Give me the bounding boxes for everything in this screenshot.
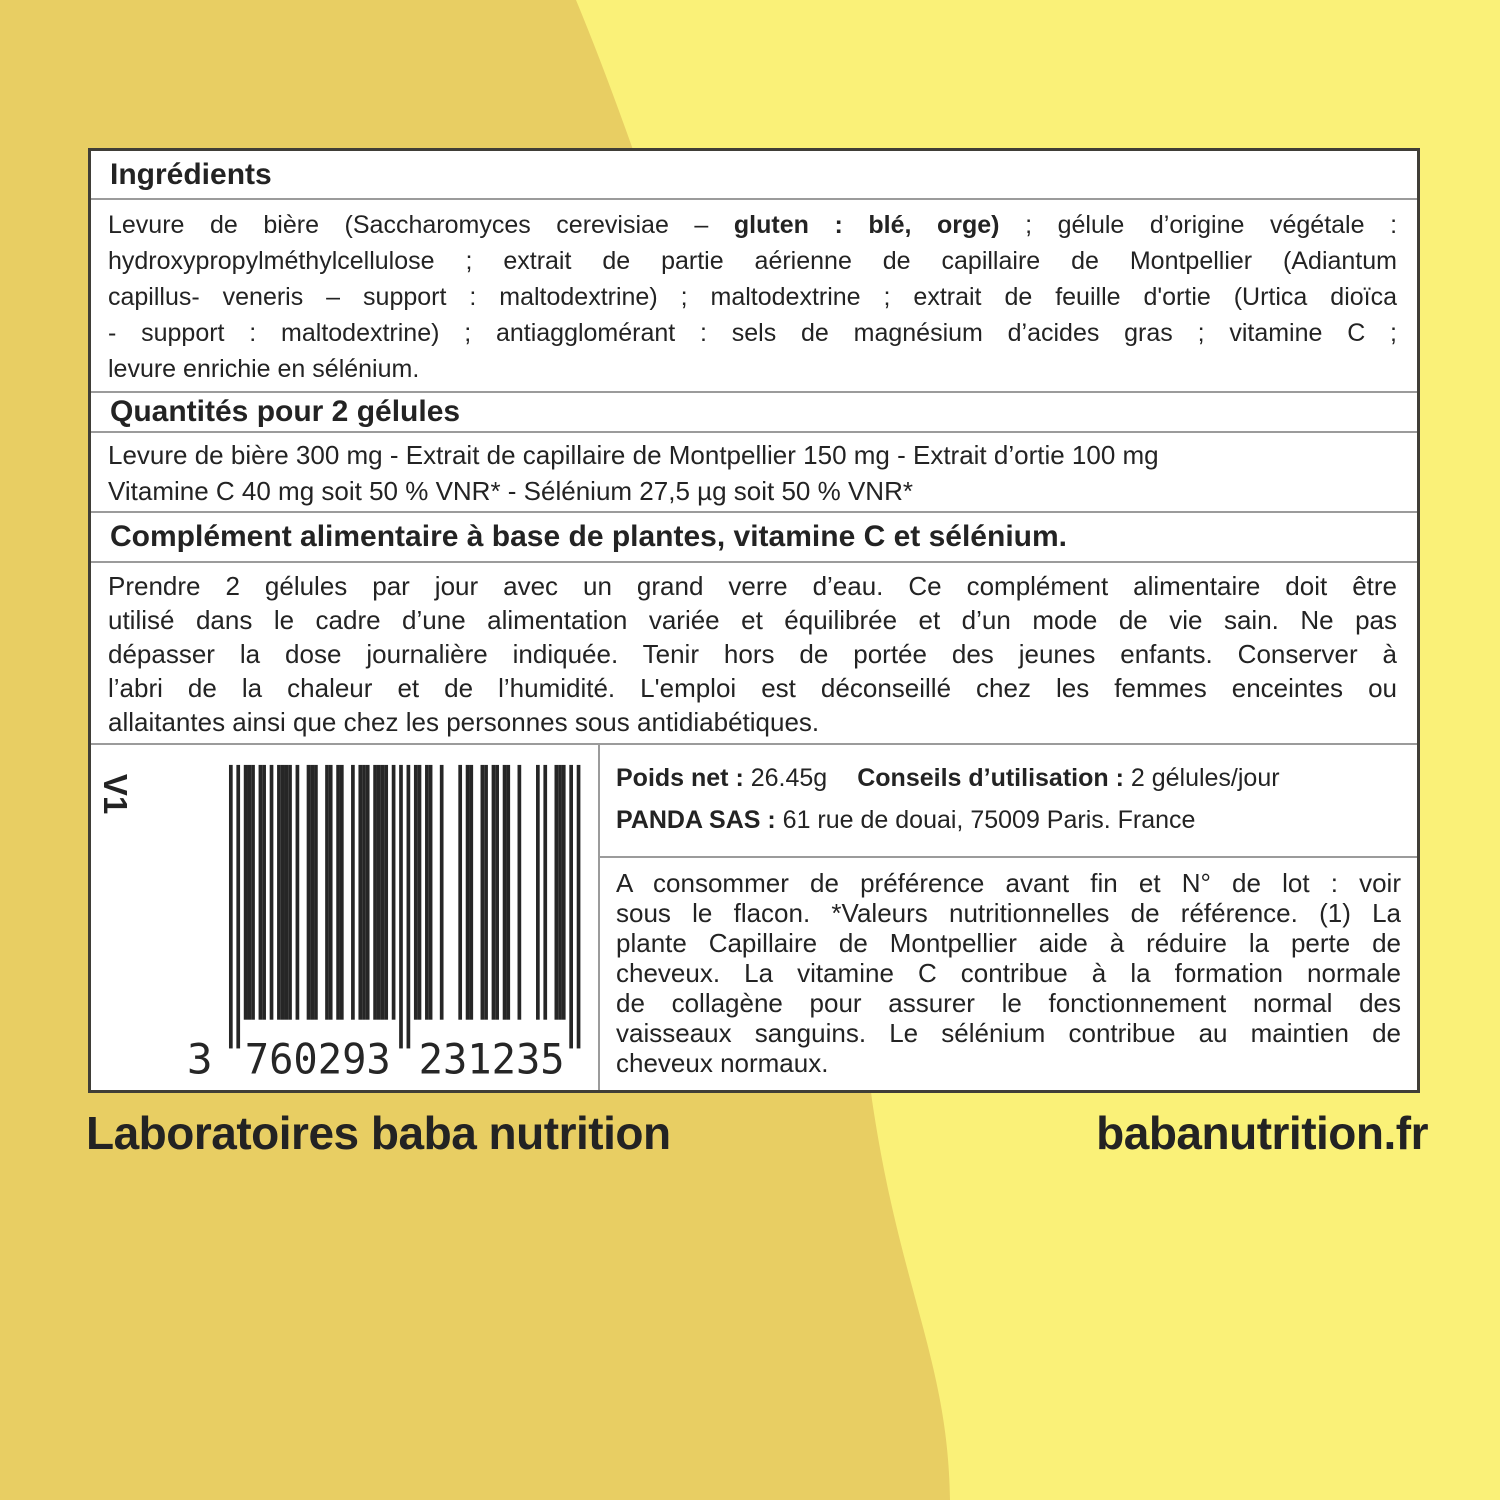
- version-label: V1: [97, 773, 134, 815]
- text-line: plante Capillaire de Montpellier aide à réduire la perte de: [616, 928, 1401, 958]
- barcode-cell: [91, 745, 600, 1090]
- text-line: levure enrichie en sélénium.: [108, 355, 420, 383]
- text-line: allaitantes ainsi que chez les personnes sous antidiabétiques.: [108, 707, 820, 737]
- svg-text:760293: 760293: [244, 1035, 391, 1081]
- text-line: A consommer de préférence avant fin et N° de lot : voir: [616, 868, 1401, 898]
- net-weight-value: 26.45g: [743, 764, 828, 792]
- net-weight-line: [616, 757, 1403, 799]
- ingredients-remaining-lines: [108, 243, 1397, 387]
- brand-name: Laboratoires baba nutrition: [86, 1107, 671, 1159]
- text-line: Prendre 2 gélules par jour avec un grand verre d’eau. Ce complément alimentaire doit être: [108, 571, 1397, 601]
- text-line: sous le flacon. *Valeurs nutritionnelles de référence. (1) La: [616, 898, 1401, 928]
- supplement-title: Complément alimentaire à base de plantes, vitamine C et sélénium.: [91, 513, 1417, 563]
- ingredients-paragraph: [91, 200, 1417, 393]
- svg-text:3: 3: [186, 1035, 213, 1081]
- text-line: - support : maltodextrine) ; antiagglomérant : sels de magnésium d’acides gras ; vitamine C ;: [108, 319, 1397, 347]
- company-address: 61 rue de douai, 75009 Paris. France: [775, 806, 1196, 834]
- ingredients-first-line: [108, 207, 1397, 243]
- ingredients-line1-pre: Levure de bière (Saccharomyces cerevisiae –: [108, 211, 734, 239]
- usage-paragraph: [91, 563, 1417, 745]
- company-line: [616, 799, 1403, 841]
- text-line: capillus- veneris – support : maltodextrine) ; maltodextrine ; extrait de feuille d'ortie (Urtica dioïca: [108, 283, 1397, 311]
- info-cell: [600, 745, 1417, 1090]
- allergen-bold-text: gluten : blé, orge): [733, 211, 1000, 239]
- svg-text:231235: 231235: [418, 1035, 565, 1081]
- text-line: hydroxypropylméthylcellulose ; extrait de partie aérienne de capillaire de Montpellier (Adiantum: [108, 247, 1397, 275]
- website-url: babanutrition.fr: [1096, 1107, 1428, 1159]
- text-line: dépasser la dose journalière indiquée. Tenir hors de portée des jeunes enfants. Conserver à: [108, 639, 1397, 669]
- ingredients-line1-post: ; gélule d’origine végétale :: [999, 211, 1398, 239]
- bottom-section: [91, 745, 1417, 1090]
- notes-paragraph: [600, 858, 1417, 1078]
- ingredients-title: Ingrédients: [91, 151, 1417, 200]
- usage-advice-value: 2 gélules/jour: [1123, 764, 1280, 792]
- text-line: utilisé dans le cadre d’une alimentation variée et équilibrée et d’un mode de vie sain. Ne pas: [108, 605, 1397, 635]
- company-label: PANDA SAS :: [616, 806, 776, 834]
- text-line: cheveux. La vitamine C contribue à la formation normale: [616, 958, 1401, 988]
- text-line: vaisseaux sanguins. Le sélénium contribue au maintien de: [616, 1018, 1401, 1048]
- text-line: Vitamine C 40 mg soit 50 % VNR* - Sélénium 27,5 µg soit 50 % VNR*: [108, 476, 913, 506]
- net-weight-label: Poids net :: [616, 764, 744, 792]
- quantities-title: Quantités pour 2 gélules: [91, 393, 1417, 433]
- text-line: cheveux normaux.: [616, 1048, 829, 1078]
- text-line: de collagène pour assurer le fonctionnement normal des: [616, 988, 1401, 1018]
- text-line: l’abri de la chaleur et de l’humidité. L'emploi est déconseillé chez les femmes enceintes ou: [108, 673, 1397, 703]
- usage-advice-label: Conseils d’utilisation :: [857, 764, 1124, 792]
- company-info-block: [600, 745, 1417, 858]
- text-line: Levure de bière 300 mg - Extrait de capillaire de Montpellier 150 mg - Extrait d’ortie 100 mg: [108, 440, 1159, 470]
- product-label-panel: [88, 148, 1420, 1093]
- ean13-barcode: [155, 763, 595, 1081]
- quantities-paragraph: [91, 433, 1417, 513]
